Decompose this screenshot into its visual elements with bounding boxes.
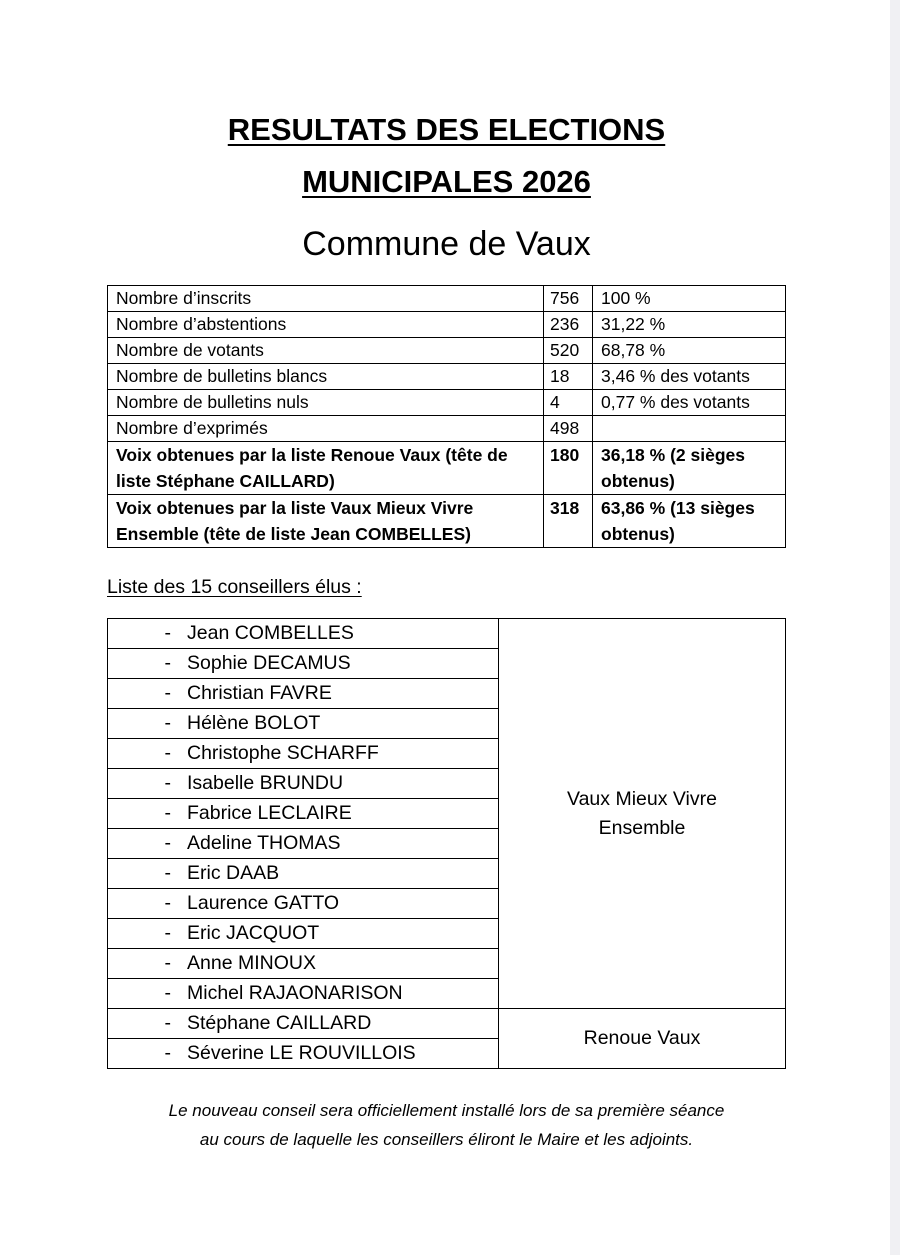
councillor-name: Eric JACQUOT: [187, 922, 320, 944]
list-item: [108, 619, 786, 649]
stat-label: Nombre de bulletins blancs: [108, 364, 544, 390]
list-name: Renoue Vaux: [499, 1009, 786, 1069]
councillor-name: Séverine LE ROUVILLOIS: [187, 1042, 416, 1064]
stat-label: Nombre d’abstentions: [108, 312, 544, 338]
councillor-cell: [108, 799, 499, 829]
councillor-name: Jean COMBELLES: [187, 622, 354, 644]
dash-bullet: -: [164, 682, 171, 704]
councillor-name: Laurence GATTO: [187, 892, 340, 914]
stat-percent: 63,86 % (13 sièges obtenus): [593, 495, 786, 548]
councillor-name: Adeline THOMAS: [187, 832, 341, 854]
table-row: [108, 495, 786, 548]
list-name: Vaux Mieux Vivre Ensemble: [499, 619, 786, 1009]
commune-name: Commune de Vaux: [302, 225, 591, 263]
stat-label: Voix obtenues par la liste Renoue Vaux (tête de liste Stéphane CAILLARD): [108, 442, 544, 495]
councillor-cell: [108, 919, 499, 949]
dash-bullet: -: [164, 862, 171, 884]
table-row: [108, 390, 786, 416]
dash-bullet: -: [164, 652, 171, 674]
stat-percent: 36,18 % (2 sièges obtenus): [593, 442, 786, 495]
councillor-cell: [108, 1009, 499, 1039]
councillor-cell: [108, 949, 499, 979]
dash-bullet: -: [164, 832, 171, 854]
stat-percent: [593, 416, 786, 442]
stat-label: Nombre de bulletins nuls: [108, 390, 544, 416]
councillor-cell: [108, 859, 499, 889]
stat-percent: 31,22 %: [593, 312, 786, 338]
stat-value: 756: [544, 286, 593, 312]
councillor-cell: [108, 649, 499, 679]
councillor-name: Stéphane CAILLARD: [187, 1012, 372, 1034]
table-row: [108, 364, 786, 390]
councillor-name: Hélène BOLOT: [187, 712, 321, 734]
stat-value: 318: [544, 495, 593, 548]
councillor-cell: [108, 829, 499, 859]
table-row: [108, 312, 786, 338]
dash-bullet: -: [164, 1012, 171, 1034]
footer-line: Le nouveau conseil sera officiellement installé lors de sa première séance: [168, 1101, 725, 1120]
councillor-cell: [108, 769, 499, 799]
councillor-cell: [108, 889, 499, 919]
stat-value: 4: [544, 390, 593, 416]
stat-label: Nombre de votants: [108, 338, 544, 364]
councillor-cell: [108, 1039, 499, 1069]
stat-percent: 0,77 % des votants: [593, 390, 786, 416]
elected-list-heading: Liste des 15 conseillers élus :: [107, 576, 362, 598]
dash-bullet: -: [164, 712, 171, 734]
stat-label: Nombre d’exprimés: [108, 416, 544, 442]
dash-bullet: -: [164, 1042, 171, 1064]
page-title-line2: MUNICIPALES 2026: [302, 164, 591, 199]
stat-value: 18: [544, 364, 593, 390]
stat-label: Nombre d’inscrits: [108, 286, 544, 312]
dash-bullet: -: [164, 772, 171, 794]
councillor-name: Christophe SCHARFF: [187, 742, 379, 764]
councillor-cell: [108, 739, 499, 769]
stat-label: Voix obtenues par la liste Vaux Mieux Vivre Ensemble (tête de liste Jean COMBELLES): [108, 495, 544, 548]
stat-value: 498: [544, 416, 593, 442]
dash-bullet: -: [164, 892, 171, 914]
stat-percent: 100 %: [593, 286, 786, 312]
councillor-name: Eric DAAB: [187, 862, 280, 884]
elected-councillors-table: [107, 618, 786, 1069]
list-item: [108, 1009, 786, 1039]
table-row: [108, 416, 786, 442]
table-row: [108, 442, 786, 495]
stat-value: 520: [544, 338, 593, 364]
councillor-cell: [108, 709, 499, 739]
dash-bullet: -: [164, 922, 171, 944]
councillor-cell: [108, 979, 499, 1009]
councillor-name: Michel RAJAONARISON: [187, 982, 403, 1004]
dash-bullet: -: [164, 802, 171, 824]
dash-bullet: -: [164, 742, 171, 764]
councillor-name: Sophie DECAMUS: [187, 652, 351, 674]
stat-percent: 3,46 % des votants: [593, 364, 786, 390]
councillor-cell: [108, 679, 499, 709]
page-title-line1: RESULTATS DES ELECTIONS: [227, 112, 666, 147]
table-row: [108, 338, 786, 364]
stat-percent: 68,78 %: [593, 338, 786, 364]
councillor-name: Christian FAVRE: [187, 682, 332, 704]
councillor-name: Isabelle BRUNDU: [187, 772, 344, 794]
councillor-name: Anne MINOUX: [187, 952, 316, 974]
results-table: [107, 285, 786, 548]
footer-line: au cours de laquelle les conseillers éliront le Maire et les adjoints.: [199, 1130, 694, 1149]
councillor-cell: [108, 619, 499, 649]
councillor-name: Fabrice LECLAIRE: [187, 802, 352, 824]
stat-value: 180: [544, 442, 593, 495]
dash-bullet: -: [164, 952, 171, 974]
dash-bullet: -: [164, 622, 171, 644]
stat-value: 236: [544, 312, 593, 338]
table-row: [108, 286, 786, 312]
dash-bullet: -: [164, 982, 171, 1004]
footer-note: [0, 1096, 893, 1154]
